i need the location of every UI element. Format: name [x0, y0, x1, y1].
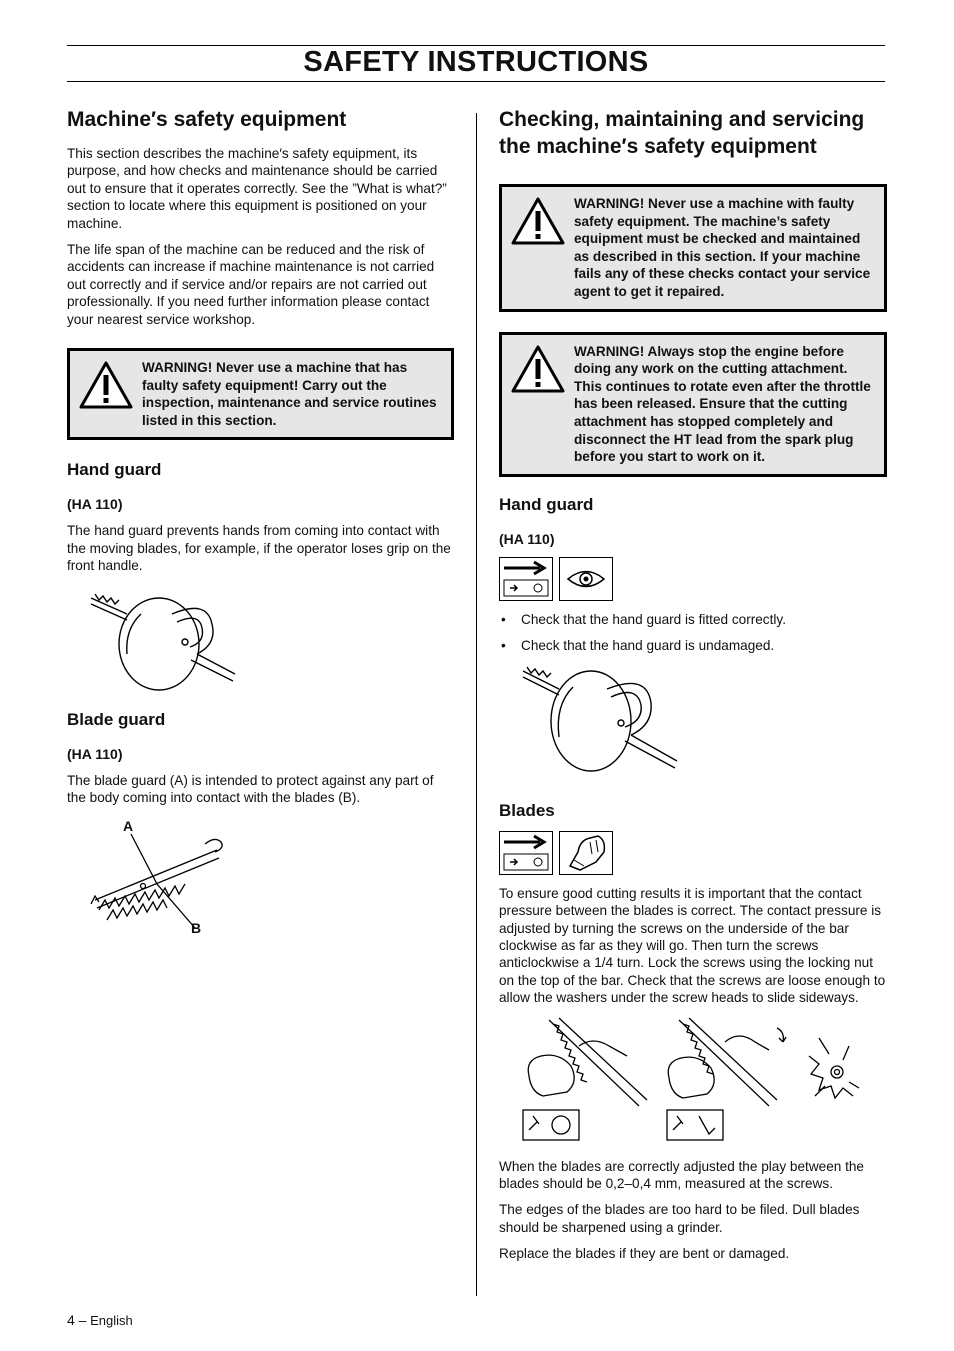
section-heading: Machine′s safety equipment	[67, 108, 347, 131]
intro-paragraph: This section describes the machine′s safety equipment, its purpose, and how checks and maintenance should be carried out to ensure that it operates correctly. See the ”What is what?” section to locate where this equipment is positioned on your machine.	[67, 146, 447, 231]
blades-heading: Blades	[499, 800, 555, 820]
warning-text: WARNING! Never use a machine that has faulty safety equipment! Carry out the inspection, maintenance and service routines listed in this section.	[142, 360, 437, 428]
list-item: • Check that the hand guard is fitted correctly.	[499, 611, 887, 628]
check-icons	[499, 557, 887, 601]
blade-guard-illustration	[67, 818, 452, 940]
lifespan-paragraph: The life span of the machine can be reduced and the risk of accidents can increase if machine maintenance is not carried out correctly and if service and/or repairs are not carried out professionally. If you need further information please contact your nearest service workshop.	[67, 242, 435, 327]
warning-box	[67, 348, 454, 440]
right-column	[499, 106, 887, 1272]
stop-engine-icon	[499, 831, 553, 875]
left-column	[67, 106, 452, 940]
hand-guard-illustration	[67, 584, 452, 702]
stop-engine-icon	[499, 557, 553, 601]
warning-box-1	[499, 184, 887, 312]
section-heading-right: Checking, maintaining and servicing the machine′s safety equipment	[499, 108, 865, 158]
page-footer	[67, 1312, 133, 1328]
hand-guard-model-right: (HA 110)	[499, 530, 555, 547]
label-b: B	[191, 920, 202, 937]
warning-icon	[502, 343, 574, 393]
hand-guard-heading-right: Hand guard	[499, 494, 594, 514]
hand-guard-model: (HA 110)	[67, 496, 123, 513]
page-title: SAFETY INSTRUCTIONS	[303, 46, 649, 78]
page-number: 4 –	[67, 1312, 87, 1328]
blades-paragraph-1: To ensure good cutting results it is important that the contact pressure between the blades is correct. The contact pressure is adjusted by turning the screws on the underside of the bar clockwise as far as they will go. Then turn the screws anticlockwise a 1/4 turn. Lock the screws using the locking nut on the top of the bar. Check that the screws are loose enough to allow the washers under the screw heads to slide sideways.	[499, 885, 886, 1006]
column-divider	[476, 113, 477, 1296]
warning-icon	[502, 195, 574, 245]
hand-guard-text: The hand guard prevents hands from coming into contact with the moving blades, for example, if the operator loses grip on the front handle.	[67, 523, 451, 574]
blade-guard-heading: Blade guard	[67, 709, 166, 729]
warning-text-2: WARNING! Always stop the engine before doing any work on the cutting attachment. This continues to rotate even after the throttle has been released. Ensure that the cutting attachment has stopped completely and disconnect the HT lead from the spark plug before you start to work on it.	[574, 343, 871, 465]
blade-adjustment-illustration	[499, 1016, 887, 1146]
hand-guard-heading: Hand guard	[67, 460, 162, 480]
blades-paragraph-2: When the blades are correctly adjusted the play between the blades should be 0,2–0,4 mm, measured at the screws.	[499, 1158, 864, 1191]
list-item: • Check that the hand guard is undamaged.	[499, 637, 887, 654]
blade-guard-text: The blade guard (A) is intended to protect against any part of the body coming into contact with the blades (B).	[67, 772, 434, 806]
glove-icon	[559, 831, 613, 875]
label-a: A	[123, 818, 134, 835]
title-rule	[67, 81, 885, 82]
hand-guard-check-illustration	[499, 663, 887, 783]
warning-icon	[70, 359, 142, 409]
warning-text-1: WARNING! Never use a machine with faulty safety equipment. The machine’s safety equipment must be checked and maintained as described in this section. If your machine fails any of these checks contact your service agent to get it repaired.	[574, 196, 871, 299]
eye-inspect-icon	[559, 557, 613, 601]
blades-paragraph-4: Replace the blades if they are bent or damaged.	[499, 1246, 790, 1262]
footer-language: English	[90, 1313, 133, 1328]
hand-guard-checklist	[499, 611, 887, 654]
blade-guard-model: (HA 110)	[67, 745, 123, 762]
blades-icons	[499, 831, 887, 875]
warning-box-2	[499, 332, 887, 477]
blades-paragraph-3: The edges of the blades are too hard to be filed. Dull blades should be sharpened using a grinder.	[499, 1202, 860, 1235]
